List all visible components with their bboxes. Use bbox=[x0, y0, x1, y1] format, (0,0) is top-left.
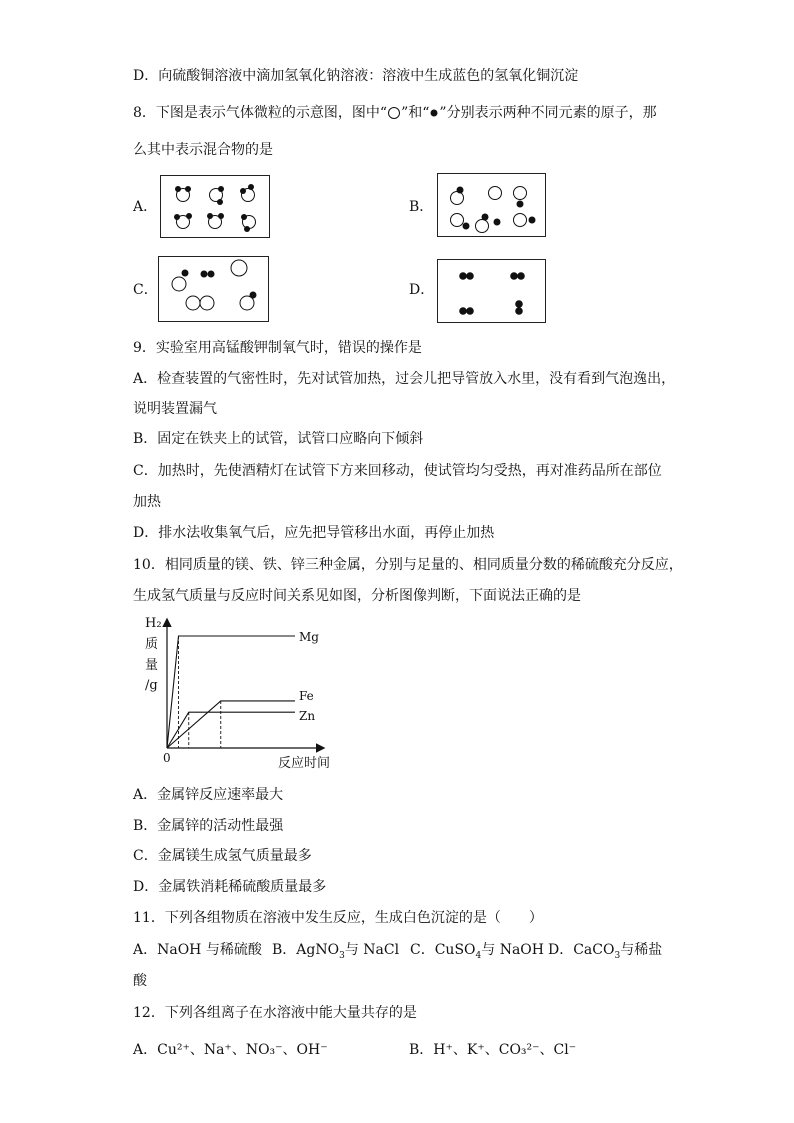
chart-xlabel: 反应时间 bbox=[278, 756, 331, 771]
q9-option-a-line2: 说明装置漏气 bbox=[133, 401, 217, 417]
q9-stem: 9．实验室用高锰酸钾制氧气时，错误的操作是 bbox=[133, 340, 422, 356]
q8-molecules-b bbox=[438, 174, 545, 236]
q8-stem bbox=[133, 103, 657, 123]
q12-option-a: A．Cu²⁺、Na⁺、NO₃⁻、OH⁻ bbox=[133, 1042, 328, 1058]
q7-option-d: D．向硫酸铜溶液中滴加氢氧化钠溶液：溶液中生成蓝色的氢氧化铜沉淀 bbox=[133, 68, 579, 84]
q10-option-b: B．金属锌的活动性最强 bbox=[133, 818, 284, 834]
chart-ylabel-char-3: /g bbox=[145, 678, 158, 693]
q9-option-c-line2: 加热 bbox=[133, 494, 161, 510]
q8-label-d: D． bbox=[409, 282, 435, 298]
q10-option-a: A．金属锌反应速率最大 bbox=[133, 787, 284, 803]
series-line-zn bbox=[167, 712, 295, 748]
q8-molecules-c bbox=[159, 257, 268, 321]
q10-option-d: D．金属铁消耗稀硫酸质量最多 bbox=[133, 879, 327, 895]
q8-label-a: A． bbox=[133, 199, 158, 215]
q9-option-c-line1: C．加热时，先使酒精灯在试管下方来回移动，使试管均匀受热，再对准药品所在部位 bbox=[133, 463, 662, 479]
q8-box-a bbox=[160, 175, 270, 238]
q11-option-d-line2: 酸 bbox=[133, 973, 147, 989]
q8-stem-line2: 么其中表示混合物的是 bbox=[133, 142, 273, 158]
q11-b-pre: B．AgNO bbox=[272, 942, 340, 958]
q8-molecules-a bbox=[161, 176, 269, 237]
q11-d-sub: 3 bbox=[614, 950, 621, 961]
q8-label-c: C． bbox=[133, 282, 158, 298]
chart-ylabel-char-2: 量 bbox=[145, 658, 159, 673]
q11-d-post: 与稀盐 bbox=[620, 942, 663, 958]
q8-stem-part3: ”分别表示两种不同元素的原子，那 bbox=[439, 105, 657, 121]
q9-option-b: B．固定在铁夹上的试管，试管口应略向下倾斜 bbox=[133, 431, 424, 447]
white-atom-icon bbox=[387, 106, 401, 120]
q10-option-c: C．金属镁生成氢气质量最多 bbox=[133, 848, 312, 864]
q12-option-b: B．H⁺、K⁺、CO₃²⁻、Cl⁻ bbox=[409, 1042, 577, 1058]
series-label-zn: Zn bbox=[299, 709, 316, 724]
q11-option-c bbox=[410, 940, 544, 960]
q11-stem: 11．下列各组物质在溶液中发生反应，生成白色沉淀的是（ ） bbox=[133, 910, 543, 926]
q9-option-d: D．排水法收集氧气后，应先把导管移出水面，再停止加热 bbox=[133, 525, 495, 541]
hydrogen-mass-chart bbox=[133, 612, 353, 774]
chart-origin-label: 0 bbox=[163, 751, 171, 765]
q8-stem-part1: 8．下图是表示气体微粒的示意图，图中“ bbox=[133, 105, 388, 121]
q8-molecules-d bbox=[438, 260, 545, 322]
chart-ylabel-char-1: 质 bbox=[145, 637, 159, 652]
q11-c-post: 与 NaOH bbox=[481, 942, 544, 958]
q11-b-sub: 3 bbox=[339, 950, 345, 961]
black-atom-icon bbox=[429, 108, 439, 118]
q8-stem-part2: ”和“ bbox=[401, 105, 430, 121]
q8-box-d bbox=[437, 259, 546, 323]
q12-stem: 12．下列各组离子在水溶液中能大量共存的是 bbox=[133, 1005, 417, 1021]
q11-option-a: A．NaOH 与稀硫酸 bbox=[133, 942, 262, 958]
q8-label-b: B． bbox=[409, 199, 434, 215]
q8-box-c bbox=[158, 256, 269, 322]
q9-option-a-line1: A．检查装置的气密性时，先对试管加热，过会儿把导管放入水里，没有看到气泡逸出， bbox=[133, 371, 676, 387]
chart-ylabel-top: H₂ bbox=[145, 616, 162, 631]
series-label-mg: Mg bbox=[299, 630, 319, 644]
q8-box-b bbox=[437, 173, 546, 237]
q11-option-b bbox=[272, 940, 399, 960]
q11-d-pre: D．CaCO bbox=[548, 942, 615, 958]
series-line-fe bbox=[167, 701, 295, 748]
q11-c-pre: C．CuSO bbox=[410, 942, 476, 958]
q11-option-d bbox=[548, 940, 662, 960]
q10-stem-line1: 10．相同质量的镁、铁、锌三种金属，分别与足量的、相同质量分数的稀硫酸充分反应， bbox=[133, 557, 683, 573]
series-label-fe: Fe bbox=[299, 688, 314, 703]
q11-b-post: 与 NaCl bbox=[344, 942, 400, 958]
q11-c-sub: 4 bbox=[475, 950, 482, 961]
q10-stem-line2: 生成氢气质量与反应时间关系见如图，分析图像判断，下面说法正确的是 bbox=[133, 588, 581, 604]
chart-series-layer bbox=[167, 630, 319, 748]
